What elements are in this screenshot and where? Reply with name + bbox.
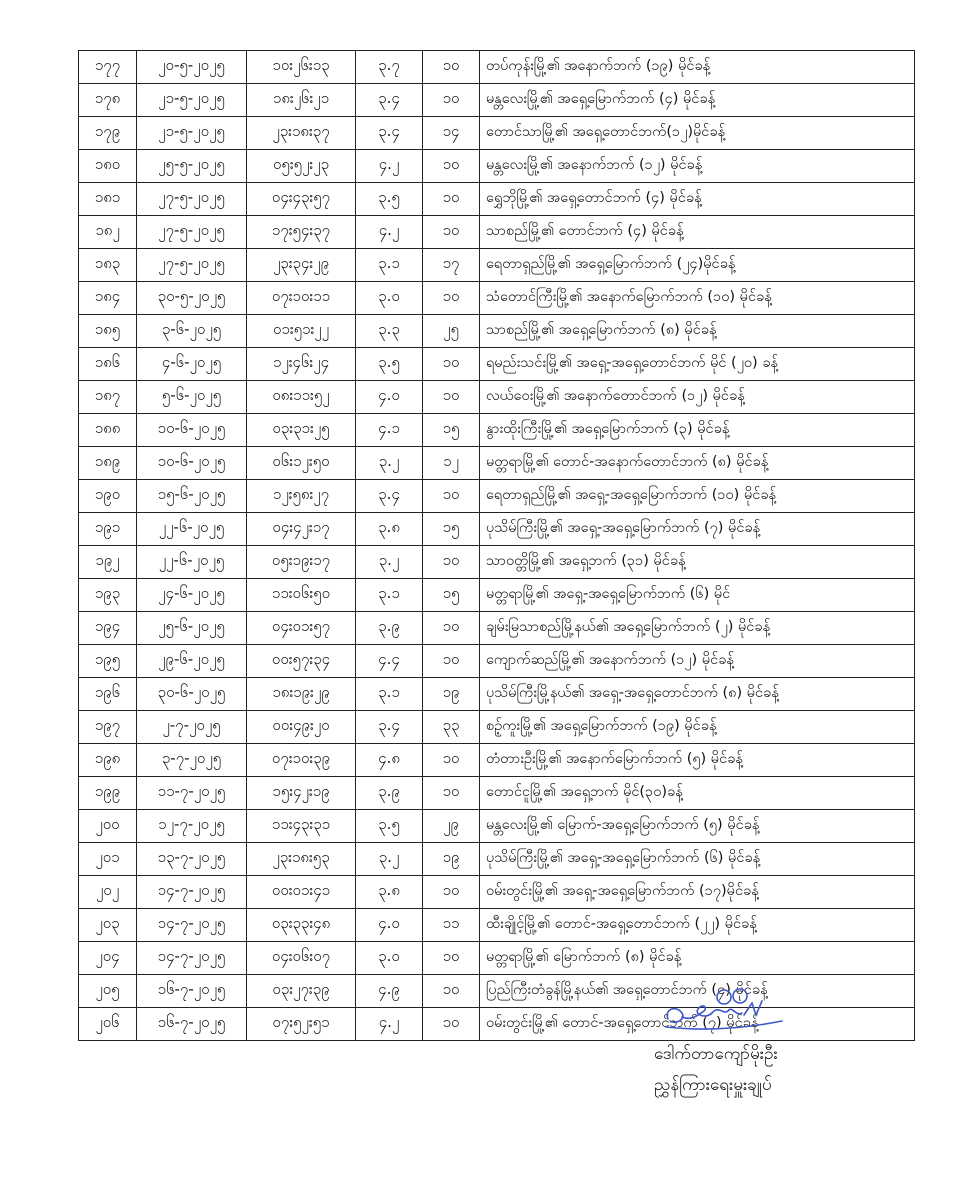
magnitude-cell: ၃.၇ xyxy=(356,51,423,84)
event-date-cell: ၃၀-၆-၂၀၂၅ xyxy=(137,678,247,711)
magnitude-cell: ၃.၀ xyxy=(356,282,423,315)
table-row xyxy=(79,150,915,183)
depth-cell: ၁၀ xyxy=(423,150,480,183)
row-number-cell: ၁၈၂ xyxy=(79,216,137,249)
row-number-cell: ၁၉၉ xyxy=(79,777,137,810)
magnitude-cell: ၃.၄ xyxy=(356,117,423,150)
row-number-cell: ၁၈၉ xyxy=(79,447,137,480)
table-row xyxy=(79,579,915,612)
magnitude-cell: ၄.၁ xyxy=(356,414,423,447)
signatory-name: ဒေါက်တာကျော်မိုးဦး xyxy=(654,1044,778,1064)
event-date-cell: ၁၀-၆-၂၀၂၅ xyxy=(137,414,247,447)
epicenter-location-cell: မန္တလေးမြို့၏ အနောက်ဘက် (၁၂) မိုင်ခန့် xyxy=(480,150,915,183)
event-time-cell: ၀၄း၄၃း၅၇ xyxy=(247,183,356,216)
depth-cell: ၁၅ xyxy=(423,414,480,447)
earthquake-table xyxy=(78,50,915,1041)
signature-image xyxy=(662,985,792,1035)
table-row xyxy=(79,546,915,579)
event-time-cell: ၁၂း၅၈း၂၇ xyxy=(247,480,356,513)
table-row xyxy=(79,216,915,249)
epicenter-location-cell: ပုသိမ်ကြီးမြို့နယ်၏ အရှေ့-အရှေ့တောင်ဘက် (၈) မိုင်ခန့် xyxy=(480,678,915,711)
event-date-cell: ၅-၆-၂၀၂၅ xyxy=(137,381,247,414)
epicenter-location-cell: ဝမ်းတွင်းမြို့၏ တောင်-အရှေ့တောင်ဘက် (၇) မိုင်ခန့် xyxy=(480,1008,915,1041)
event-date-cell: ၂၇-၅-၂၀၂၅ xyxy=(137,183,247,216)
depth-cell: ၁၀ xyxy=(423,216,480,249)
event-date-cell: ၁၄-၇-၂၀၂၅ xyxy=(137,942,247,975)
table-row xyxy=(79,381,915,414)
event-time-cell: ၀၁း၅၁း၂၂ xyxy=(247,315,356,348)
row-number-cell: ၁၈၀ xyxy=(79,150,137,183)
event-time-cell: ၀၀း၅၇း၃၄ xyxy=(247,645,356,678)
epicenter-location-cell: ပြည်ကြီးတံခွန်မြို့နယ်၏ အရှေ့တောင်ဘက် (၄) မိုင်ခန့် xyxy=(480,975,915,1008)
table-row xyxy=(79,777,915,810)
event-date-cell: ၁၅-၆-၂၀၂၅ xyxy=(137,480,247,513)
table-row xyxy=(79,447,915,480)
table-row xyxy=(79,84,915,117)
epicenter-location-cell: ရေတာရှည်မြို့၏ အရှေ့-အရှေ့မြောက်ဘက် (၁၀) မိုင်ခန့် xyxy=(480,480,915,513)
event-time-cell: ၀၅း၁၉း၁၇ xyxy=(247,546,356,579)
table-row xyxy=(79,117,915,150)
event-date-cell: ၂၁-၅-၂၀၂၅ xyxy=(137,84,247,117)
row-number-cell: ၂၀၁ xyxy=(79,843,137,876)
epicenter-location-cell: နွားထိုးကြီးမြို့၏ အရှေ့မြောက်ဘက် (၃) မိုင်ခန့် xyxy=(480,414,915,447)
signatory-title: ညွှန်ကြားရေးမှူးချုပ် xyxy=(654,1075,772,1095)
event-time-cell: ၀၀း၄၉း၂၀ xyxy=(247,711,356,744)
depth-cell: ၁၀ xyxy=(423,876,480,909)
event-time-cell: ၁၁း၀၆း၅၀ xyxy=(247,579,356,612)
event-date-cell: ၁၄-၇-၂၀၂၅ xyxy=(137,876,247,909)
depth-cell: ၁၀ xyxy=(423,777,480,810)
event-time-cell: ၀၄း၄၂း၁၇ xyxy=(247,513,356,546)
depth-cell: ၁၀ xyxy=(423,183,480,216)
table-row xyxy=(79,909,915,942)
event-date-cell: ၂၇-၅-၂၀၂၅ xyxy=(137,249,247,282)
table-row xyxy=(79,282,915,315)
row-number-cell: ၁၈၄ xyxy=(79,282,137,315)
epicenter-location-cell: ထီးချိုင့်မြို့၏ တောင်-အရှေ့တောင်ဘက် (၂၂) မိုင်ခန့် xyxy=(480,909,915,942)
depth-cell: ၁၄ xyxy=(423,117,480,150)
event-date-cell: ၄-၆-၂၀၂၅ xyxy=(137,348,247,381)
row-number-cell: ၁၉၇ xyxy=(79,711,137,744)
event-date-cell: ၂-၇-၂၀၂၅ xyxy=(137,711,247,744)
epicenter-location-cell: တောင်ငူမြို့၏ အရှေ့ဘက် မိုင်(၃၀)ခန့် xyxy=(480,777,915,810)
row-number-cell: ၁၉၄ xyxy=(79,612,137,645)
row-number-cell: ၁၈၃ xyxy=(79,249,137,282)
table-row xyxy=(79,645,915,678)
depth-cell: ၁၉ xyxy=(423,678,480,711)
event-time-cell: ၂၃း၁၈း၃၇ xyxy=(247,117,356,150)
event-date-cell: ၂၅-၆-၂၀၂၅ xyxy=(137,612,247,645)
table-row xyxy=(79,348,915,381)
row-number-cell: ၁၇၈ xyxy=(79,84,137,117)
row-number-cell: ၂၀၂ xyxy=(79,876,137,909)
magnitude-cell: ၄.၄ xyxy=(356,645,423,678)
table-row xyxy=(79,843,915,876)
depth-cell: ၁၀ xyxy=(423,84,480,117)
magnitude-cell: ၄.၂ xyxy=(356,216,423,249)
magnitude-cell: ၃.၁ xyxy=(356,579,423,612)
event-date-cell: ၁၆-၇-၂၀၂၅ xyxy=(137,975,247,1008)
depth-cell: ၁၀ xyxy=(423,975,480,1008)
event-date-cell: ၁၀-၆-၂၀၂၅ xyxy=(137,447,247,480)
depth-cell: ၁၅ xyxy=(423,579,480,612)
event-date-cell: ၂၂-၆-၂၀၂၅ xyxy=(137,513,247,546)
event-time-cell: ၁၂း၄၆း၂၄ xyxy=(247,348,356,381)
epicenter-location-cell: ပုသိမ်ကြီးမြို့၏ အရှေ့-အရှေ့မြောက်ဘက် (၇) မိုင်ခန့် xyxy=(480,513,915,546)
epicenter-location-cell: မတ္တရာမြို့၏ တောင်-အနောက်တောင်ဘက် (၈) မိုင်ခန့် xyxy=(480,447,915,480)
row-number-cell: ၁၉၈ xyxy=(79,744,137,777)
epicenter-location-cell: မတ္တရာမြို့၏ အရှေ့-အရှေ့မြောက်ဘက် (၆) မိုင် xyxy=(480,579,915,612)
event-time-cell: ၀၄း၀၁း၅၇ xyxy=(247,612,356,645)
event-date-cell: ၃-၇-၂၀၂၅ xyxy=(137,744,247,777)
event-time-cell: ၀၄း၀၆း၀၇ xyxy=(247,942,356,975)
depth-cell: ၁၀ xyxy=(423,348,480,381)
magnitude-cell: ၃.၂ xyxy=(356,447,423,480)
table-row xyxy=(79,678,915,711)
table-row xyxy=(79,513,915,546)
depth-cell: ၁၀ xyxy=(423,645,480,678)
event-time-cell: ၁၀း၂၆း၁၃ xyxy=(247,51,356,84)
row-number-cell: ၂၀၀ xyxy=(79,810,137,843)
row-number-cell: ၁၉၅ xyxy=(79,645,137,678)
table-row xyxy=(79,612,915,645)
depth-cell: ၂၉ xyxy=(423,810,480,843)
event-time-cell: ၁၈း၁၉း၂၉ xyxy=(247,678,356,711)
table-row xyxy=(79,51,915,84)
magnitude-cell: ၃.၉ xyxy=(356,777,423,810)
event-date-cell: ၁၁-၇-၂၀၂၅ xyxy=(137,777,247,810)
depth-cell: ၁၀ xyxy=(423,1008,480,1041)
event-time-cell: ၀၇း၁၀း၃၉ xyxy=(247,744,356,777)
depth-cell: ၁၀ xyxy=(423,381,480,414)
magnitude-cell: ၃.၀ xyxy=(356,942,423,975)
table-row xyxy=(79,810,915,843)
magnitude-cell: ၄.၈ xyxy=(356,744,423,777)
magnitude-cell: ၃.၂ xyxy=(356,546,423,579)
magnitude-cell: ၃.၈ xyxy=(356,513,423,546)
epicenter-location-cell: ပုသိမ်ကြီးမြို့၏ အရှေ့-အရှေ့မြောက်ဘက် (၆) မိုင်ခန့် xyxy=(480,843,915,876)
depth-cell: ၁၀ xyxy=(423,546,480,579)
epicenter-location-cell: စဥ့်ကူးမြို့၏ အရှေ့မြောက်ဘက် (၁၉) မိုင်ခန့် xyxy=(480,711,915,744)
epicenter-location-cell: မန္တလေးမြို့၏ အရှေ့မြောက်ဘက် (၄) မိုင်ခန့် xyxy=(480,84,915,117)
depth-cell: ၁၂ xyxy=(423,447,480,480)
event-time-cell: ၂၃း၃၄း၂၉ xyxy=(247,249,356,282)
epicenter-location-cell: မန္တလေးမြို့၏ မြောက်-အရှေ့မြောက်ဘက် (၅) မိုင်ခန့် xyxy=(480,810,915,843)
event-time-cell: ၀၃း၃၃း၄၈ xyxy=(247,909,356,942)
depth-cell: ၁၇ xyxy=(423,249,480,282)
epicenter-location-cell: တပ်ကုန်းမြို့၏ အနောက်ဘက် (၁၉) မိုင်ခန့် xyxy=(480,51,915,84)
depth-cell: ၁၀ xyxy=(423,480,480,513)
depth-cell: ၁၀ xyxy=(423,942,480,975)
row-number-cell: ၁၇၇ xyxy=(79,51,137,84)
row-number-cell: ၁၈၆ xyxy=(79,348,137,381)
row-number-cell: ၁၉၀ xyxy=(79,480,137,513)
event-time-cell: ၂၃း၁၈း၅၃ xyxy=(247,843,356,876)
epicenter-location-cell: တောင်သာမြို့၏ အရှေ့တောင်ဘက်(၁၂)မိုင်ခန့် xyxy=(480,117,915,150)
event-time-cell: ၀၈း၁၁း၅၂ xyxy=(247,381,356,414)
row-number-cell: ၁၉၁ xyxy=(79,513,137,546)
row-number-cell: ၁၉၆ xyxy=(79,678,137,711)
magnitude-cell: ၃.၅ xyxy=(356,183,423,216)
table-row xyxy=(79,480,915,513)
epicenter-location-cell: ရေတာရှည်မြို့၏ အရှေ့မြောက်ဘက် (၂၄)မိုင်ခန့် xyxy=(480,249,915,282)
epicenter-location-cell: သံတောင်ကြီးမြို့၏ အနောက်မြောက်ဘက် (၁၀) မိုင်ခန့် xyxy=(480,282,915,315)
magnitude-cell: ၄.၀ xyxy=(356,909,423,942)
event-date-cell: ၁၂-၇-၂၀၂၅ xyxy=(137,810,247,843)
table-row xyxy=(79,711,915,744)
depth-cell: ၁၀ xyxy=(423,51,480,84)
epicenter-location-cell: ချမ်းမြသာစည်မြို့နယ်၏ အရှေ့မြောက်ဘက် (၂) မိုင်ခန့် xyxy=(480,612,915,645)
event-time-cell: ၀၅း၅၂း၂၃ xyxy=(247,150,356,183)
table-row xyxy=(79,414,915,447)
epicenter-location-cell: သာစည်မြို့၏ တောင်ဘက် (၄) မိုင်ခန့် xyxy=(480,216,915,249)
table-row xyxy=(79,315,915,348)
epicenter-location-cell: ရွှေဘိုမြို့၏ အရှေ့တောင်ဘက် (၄) မိုင်ခန့် xyxy=(480,183,915,216)
depth-cell: ၁၀ xyxy=(423,282,480,315)
event-time-cell: ၀၃း၂၇း၃၉ xyxy=(247,975,356,1008)
row-number-cell: ၂၀၆ xyxy=(79,1008,137,1041)
epicenter-location-cell: သာဝတ္တိမြို့၏ အရှေ့ဘက် (၃၁) မိုင်ခန့် xyxy=(480,546,915,579)
row-number-cell: ၁၇၉ xyxy=(79,117,137,150)
epicenter-location-cell: လယ်ဝေးမြို့၏ အနောက်တောင်ဘက် (၁၂) မိုင်ခန့် xyxy=(480,381,915,414)
event-date-cell: ၁၄-၇-၂၀၂၅ xyxy=(137,909,247,942)
magnitude-cell: ၄.၀ xyxy=(356,381,423,414)
magnitude-cell: ၄.၂ xyxy=(356,150,423,183)
epicenter-location-cell: ရမည်းသင်းမြို့၏ အရှေ့-အရှေ့တောင်ဘက် မိုင် (၂၀) ခန့် xyxy=(480,348,915,381)
epicenter-location-cell: ဝမ်းတွင်းမြို့၏ အရှေ့-အရှေ့မြောက်ဘက် (၁၇)မိုင်ခန့် xyxy=(480,876,915,909)
row-number-cell: ၁၉၃ xyxy=(79,579,137,612)
row-number-cell: ၂၀၃ xyxy=(79,909,137,942)
row-number-cell: ၂၀၄ xyxy=(79,942,137,975)
event-time-cell: ၁၇း၅၄း၃၇ xyxy=(247,216,356,249)
event-date-cell: ၂၀-၅-၂၀၂၅ xyxy=(137,51,247,84)
row-number-cell: ၁၉၂ xyxy=(79,546,137,579)
row-number-cell: ၁၈၅ xyxy=(79,315,137,348)
event-date-cell: ၂၄-၆-၂၀၂၅ xyxy=(137,579,247,612)
event-date-cell: ၂၇-၅-၂၀၂၅ xyxy=(137,216,247,249)
event-time-cell: ၁၁း၄၃း၃၁ xyxy=(247,810,356,843)
event-time-cell: ၀၆း၁၂း၅၀ xyxy=(247,447,356,480)
magnitude-cell: ၃.၂ xyxy=(356,843,423,876)
event-date-cell: ၃-၆-၂၀၂၅ xyxy=(137,315,247,348)
event-date-cell: ၃၀-၅-၂၀၂၅ xyxy=(137,282,247,315)
event-date-cell: ၁၃-၇-၂၀၂၅ xyxy=(137,843,247,876)
epicenter-location-cell: တံတားဦးမြို့၏ အနောက်မြောက်ဘက် (၅) မိုင်ခန့် xyxy=(480,744,915,777)
row-number-cell: ၁၈၈ xyxy=(79,414,137,447)
depth-cell: ၁၀ xyxy=(423,612,480,645)
epicenter-location-cell: မတ္တရာမြို့၏ မြောက်ဘက် (၈) မိုင်ခန့် xyxy=(480,942,915,975)
depth-cell: ၁၅ xyxy=(423,513,480,546)
epicenter-location-cell: ကျောက်ဆည်မြို့၏ အနောက်ဘက် (၁၂) မိုင်ခန့် xyxy=(480,645,915,678)
table-row xyxy=(79,249,915,282)
magnitude-cell: ၃.၃ xyxy=(356,315,423,348)
depth-cell: ၂၅ xyxy=(423,315,480,348)
magnitude-cell: ၃.၅ xyxy=(356,348,423,381)
row-number-cell: ၂၀၅ xyxy=(79,975,137,1008)
magnitude-cell: ၃.၄ xyxy=(356,84,423,117)
table-row xyxy=(79,744,915,777)
depth-cell: ၃၃ xyxy=(423,711,480,744)
row-number-cell: ၁၈၁ xyxy=(79,183,137,216)
magnitude-cell: ၄.၉ xyxy=(356,975,423,1008)
table-row xyxy=(79,942,915,975)
table-row xyxy=(79,183,915,216)
row-number-cell: ၁၈၇ xyxy=(79,381,137,414)
table-body xyxy=(79,51,915,1041)
epicenter-location-cell: သာစည်မြို့၏ အရှေ့မြောက်ဘက် (၈) မိုင်ခန့် xyxy=(480,315,915,348)
event-date-cell: ၂၁-၅-၂၀၂၅ xyxy=(137,117,247,150)
magnitude-cell: ၃.၄ xyxy=(356,711,423,744)
event-date-cell: ၂၅-၅-၂၀၂၅ xyxy=(137,150,247,183)
table-row xyxy=(79,876,915,909)
magnitude-cell: ၄.၂ xyxy=(356,1008,423,1041)
magnitude-cell: ၃.၄ xyxy=(356,480,423,513)
event-time-cell: ၀၀း၀၁း၄၁ xyxy=(247,876,356,909)
event-time-cell: ၁၈း၂၆း၂၁ xyxy=(247,84,356,117)
event-time-cell: ၀၃း၃၁း၂၅ xyxy=(247,414,356,447)
magnitude-cell: ၃.၉ xyxy=(356,612,423,645)
magnitude-cell: ၃.၅ xyxy=(356,810,423,843)
depth-cell: ၁၀ xyxy=(423,744,480,777)
event-date-cell: ၂၂-၆-၂၀၂၅ xyxy=(137,546,247,579)
magnitude-cell: ၃.၈ xyxy=(356,876,423,909)
magnitude-cell: ၃.၁ xyxy=(356,249,423,282)
event-time-cell: ၀၇း၁၀း၁၁ xyxy=(247,282,356,315)
depth-cell: ၁၉ xyxy=(423,843,480,876)
magnitude-cell: ၃.၁ xyxy=(356,678,423,711)
depth-cell: ၁၁ xyxy=(423,909,480,942)
event-time-cell: ၀၇း၅၂း၅၁ xyxy=(247,1008,356,1041)
event-time-cell: ၁၅း၄၂း၁၉ xyxy=(247,777,356,810)
event-date-cell: ၁၆-၇-၂၀၂၅ xyxy=(137,1008,247,1041)
event-date-cell: ၂၉-၆-၂၀၂၅ xyxy=(137,645,247,678)
